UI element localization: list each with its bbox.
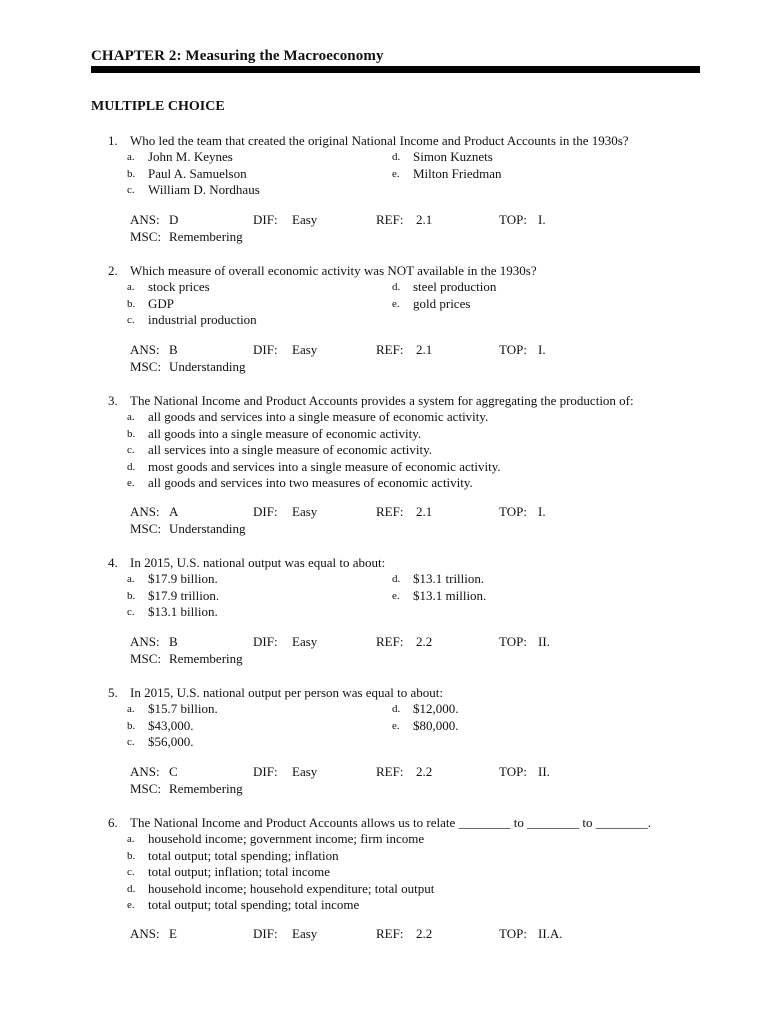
choice-letter: c.: [127, 866, 135, 879]
difficulty-value: Easy: [292, 634, 318, 649]
choice-letter: a.: [127, 703, 135, 715]
choice-text: $12,000.: [413, 701, 459, 716]
msc-value: Understanding: [169, 521, 246, 536]
choice-letter: b.: [127, 167, 136, 180]
ref-label: REF:: [376, 764, 404, 779]
section-heading: MULTIPLE CHOICE: [91, 99, 225, 114]
question-number: 2.: [108, 263, 118, 278]
choice-letter: a.: [127, 411, 135, 423]
difficulty-value: Easy: [292, 342, 318, 357]
ref-label: REF:: [376, 634, 404, 649]
topic-value: II.: [538, 634, 550, 649]
choice-letter: c.: [127, 736, 135, 749]
answer-value: B: [169, 634, 178, 649]
choice-text: household income; household expenditure; total output: [148, 880, 435, 896]
question-6: [0, 814, 768, 959]
answer-value: A: [169, 504, 179, 519]
msc-label: MSC:: [130, 229, 162, 244]
choice-letter: e.: [392, 297, 400, 310]
choice-text: $80,000.: [413, 717, 459, 733]
msc-value: Remembering: [169, 651, 243, 666]
answer-metadata: [0, 633, 768, 667]
choice-letter: a.: [127, 151, 135, 163]
ans-label: ANS:: [130, 504, 160, 519]
answer-metadata: [0, 925, 768, 959]
dif-label: DIF:: [253, 764, 278, 779]
choice-text: total output; total spending; total income: [148, 897, 360, 913]
question-3: [0, 392, 768, 554]
choice-text: $13.1 million.: [413, 587, 487, 603]
ans-label: ANS:: [130, 764, 160, 779]
difficulty-value: Easy: [292, 504, 318, 519]
choice-letter: d.: [127, 460, 136, 473]
choice-list: [0, 831, 768, 914]
ref-label: REF:: [376, 504, 404, 519]
choice-list: [0, 701, 768, 752]
question-number: 3.: [108, 393, 118, 408]
question-list: [0, 132, 768, 959]
question-text: Who led the team that created the original National Income and Product Accounts in the 1930s?: [130, 133, 629, 148]
reference-value: 2.2: [416, 764, 433, 779]
choice-text: $13.1 billion.: [148, 604, 218, 620]
choice-letter: b.: [127, 719, 136, 732]
choice-letter: c.: [127, 314, 135, 327]
difficulty-value: Easy: [292, 926, 318, 941]
choice-text: steel production: [413, 279, 497, 294]
choice-letter: e.: [392, 167, 400, 180]
choice-list: [0, 571, 768, 622]
question-text: The National Income and Product Accounts provides a system for aggregating the production of:: [130, 393, 634, 408]
answer-metadata: [0, 503, 768, 537]
choice-text: household income; government income; firm income: [148, 831, 425, 846]
choice-text: all goods into a single measure of economic activity.: [148, 425, 422, 441]
msc-value: Remembering: [169, 229, 243, 244]
choice-letter: a.: [127, 833, 135, 845]
topic-value: I.: [538, 342, 546, 357]
ref-label: REF:: [376, 212, 404, 227]
choice-text: gold prices: [413, 295, 471, 311]
choice-text: $17.9 billion.: [148, 571, 218, 586]
choice-text: $56,000.: [148, 734, 194, 750]
topic-value: I.: [538, 504, 546, 519]
choice-text: $43,000.: [148, 717, 194, 733]
dif-label: DIF:: [253, 212, 278, 227]
dif-label: DIF:: [253, 634, 278, 649]
choice-letter: c.: [127, 444, 135, 457]
choice-text: $15.7 billion.: [148, 701, 218, 716]
choice-text: Paul A. Samuelson: [148, 165, 247, 181]
title-rule: [91, 66, 700, 73]
answer-value: D: [169, 212, 179, 227]
question-spacer: [0, 245, 768, 262]
reference-value: 2.1: [416, 342, 433, 357]
choice-text: total output; total spending; inflation: [148, 847, 339, 863]
topic-value: I.: [538, 212, 546, 227]
choice-letter: b.: [127, 849, 136, 862]
ans-label: ANS:: [130, 926, 160, 941]
question-spacer: [0, 375, 768, 392]
choice-text: all goods and services into a single measure of economic activity.: [148, 409, 489, 424]
choice-letter: d.: [392, 573, 401, 585]
choice-letter: e.: [127, 899, 135, 912]
choice-letter: a.: [127, 573, 135, 585]
question-number: 1.: [108, 133, 118, 148]
topic-value: II.A.: [538, 926, 563, 941]
reference-value: 2.1: [416, 504, 433, 519]
choice-text: Milton Friedman: [413, 165, 502, 181]
choice-letter: e.: [392, 589, 400, 602]
question-number: 4.: [108, 555, 118, 570]
difficulty-value: Easy: [292, 212, 318, 227]
question-2: [0, 262, 768, 392]
question-4: [0, 554, 768, 684]
msc-label: MSC:: [130, 521, 162, 536]
choice-text: GDP: [148, 295, 175, 311]
reference-value: 2.2: [416, 634, 433, 649]
choice-list: [0, 279, 768, 330]
choice-letter: d.: [392, 151, 401, 163]
dif-label: DIF:: [253, 342, 278, 357]
question-spacer: [0, 667, 768, 684]
reference-value: 2.2: [416, 926, 433, 941]
choice-text: $13.1 trillion.: [413, 571, 485, 586]
choice-letter: b.: [127, 427, 136, 440]
question-stem: [0, 132, 768, 149]
question-1: [0, 132, 768, 262]
choice-list: [0, 149, 768, 200]
msc-value: Remembering: [169, 781, 243, 796]
msc-value: Understanding: [169, 359, 246, 374]
choice-letter: d.: [392, 281, 401, 293]
question-text: The National Income and Product Accounts allows us to relate ________ to ________ to ________.: [130, 815, 651, 830]
answer-value: C: [169, 764, 178, 779]
top-label: TOP:: [499, 504, 527, 519]
choice-letter: b.: [127, 589, 136, 602]
question-text: In 2015, U.S. national output was equal to about:: [130, 555, 386, 570]
choice-text: John M. Keynes: [148, 149, 233, 164]
choice-letter: d.: [127, 882, 136, 895]
question-number: 5.: [108, 685, 118, 700]
choice-text: all services into a single measure of economic activity.: [148, 442, 432, 458]
choice-letter: d.: [392, 703, 401, 715]
ans-label: ANS:: [130, 342, 160, 357]
choice-text: William D. Nordhaus: [148, 182, 260, 198]
ref-label: REF:: [376, 342, 404, 357]
choice-text: stock prices: [148, 279, 210, 294]
choice-text: industrial production: [148, 312, 257, 328]
msc-label: MSC:: [130, 781, 162, 796]
question-spacer: [0, 537, 768, 554]
question-stem: [0, 554, 768, 571]
question-text: Which measure of overall economic activity was NOT available in the 1930s?: [130, 263, 537, 278]
chapter-title: CHAPTER 2: Measuring the Macroeconomy: [91, 48, 384, 64]
difficulty-value: Easy: [292, 764, 318, 779]
answer-metadata: [0, 763, 768, 797]
top-label: TOP:: [499, 342, 527, 357]
choice-letter: c.: [127, 184, 135, 197]
question-stem: [0, 814, 768, 831]
question-number: 6.: [108, 815, 118, 830]
choice-letter: c.: [127, 606, 135, 619]
question-spacer: [0, 797, 768, 814]
choice-text: most goods and services into a single measure of economic activity.: [148, 458, 501, 474]
answer-metadata: [0, 341, 768, 375]
answer-value: E: [169, 926, 177, 941]
ans-label: ANS:: [130, 634, 160, 649]
ans-label: ANS:: [130, 212, 160, 227]
question-stem: [0, 392, 768, 409]
top-label: TOP:: [499, 212, 527, 227]
top-label: TOP:: [499, 764, 527, 779]
top-label: TOP:: [499, 926, 527, 941]
msc-label: MSC:: [130, 651, 162, 666]
choice-text: all goods and services into two measures of economic activity.: [148, 475, 473, 491]
reference-value: 2.1: [416, 212, 433, 227]
answer-value: B: [169, 342, 178, 357]
choice-letter: a.: [127, 281, 135, 293]
choice-text: $17.9 trillion.: [148, 587, 220, 603]
question-text: In 2015, U.S. national output per person was equal to about:: [130, 685, 444, 700]
question-5: [0, 684, 768, 814]
answer-metadata: [0, 211, 768, 245]
choice-letter: e.: [392, 719, 400, 732]
topic-value: II.: [538, 764, 550, 779]
dif-label: DIF:: [253, 926, 278, 941]
choice-list: [0, 409, 768, 492]
question-stem: [0, 684, 768, 701]
choice-letter: e.: [127, 477, 135, 490]
ref-label: REF:: [376, 926, 404, 941]
msc-label: MSC:: [130, 359, 162, 374]
choice-text: Simon Kuznets: [413, 149, 493, 164]
choice-text: total output; inflation; total income: [148, 864, 330, 880]
top-label: TOP:: [499, 634, 527, 649]
dif-label: DIF:: [253, 504, 278, 519]
choice-letter: b.: [127, 297, 136, 310]
question-stem: [0, 262, 768, 279]
